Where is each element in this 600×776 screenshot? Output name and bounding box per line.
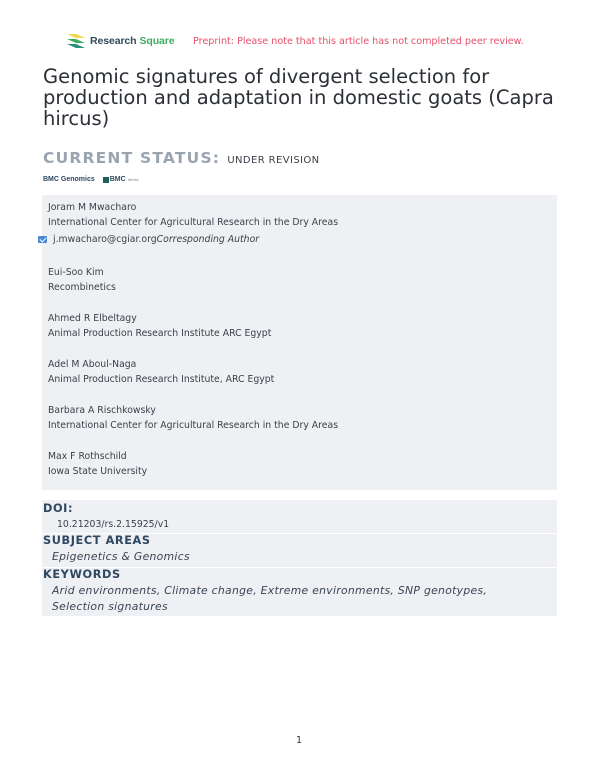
author-entry bbox=[48, 265, 116, 295]
author-name: Eui-Soo Kim bbox=[48, 267, 104, 278]
author-name: Joram M Mwacharo bbox=[48, 202, 137, 213]
article-title: Genomic signatures of divergent selection for production and adaptation in domestic goats (Capra hircus) bbox=[43, 65, 554, 130]
author-affiliation: International Center for Agricultural Research in the Dry Areas bbox=[48, 420, 339, 431]
author-affiliation: Animal Production Research Institute ARC Egypt bbox=[48, 328, 272, 339]
subject-areas-label: SUBJECT AREAS bbox=[43, 534, 151, 547]
logo-word-square: Square bbox=[139, 35, 175, 47]
author-entry bbox=[48, 403, 338, 433]
series-name: BMC bbox=[109, 176, 126, 183]
author-entry bbox=[48, 200, 338, 230]
status-label: CURRENT STATUS: bbox=[43, 149, 221, 167]
authors-panel bbox=[42, 195, 557, 490]
subject-areas-section bbox=[42, 534, 557, 567]
keywords-label: KEYWORDS bbox=[43, 568, 121, 581]
doi-label: DOI: bbox=[43, 502, 74, 515]
header bbox=[66, 33, 546, 53]
subject-areas-value: Epigenetics & Genomics bbox=[52, 550, 190, 563]
author-entry bbox=[48, 449, 147, 479]
author-name: Ahmed R Elbeltagy bbox=[48, 313, 137, 324]
page-number: 1 bbox=[296, 735, 303, 746]
author-affiliation: Iowa State University bbox=[48, 466, 148, 477]
doi-value[interactable]: 10.21203/rs.2.15925/v1 bbox=[57, 519, 170, 530]
preprint-notice: Preprint: Please note that this article has not completed peer review. bbox=[193, 36, 524, 47]
author-entry bbox=[48, 357, 274, 387]
journal-badge bbox=[43, 176, 138, 183]
logo-word-research: Research bbox=[90, 35, 137, 47]
current-status bbox=[43, 148, 320, 167]
journal-name: BMC Genomics bbox=[43, 176, 95, 183]
author-affiliation: Animal Production Research Institute, ARC Egypt bbox=[48, 374, 275, 385]
author-entry bbox=[48, 311, 271, 341]
status-value: UNDER REVISION bbox=[227, 155, 320, 166]
keywords-line-1: Arid environments, Climate change, Extreme environments, SNP genotypes, bbox=[52, 584, 488, 597]
doi-section bbox=[42, 500, 557, 533]
author-affiliation: International Center for Agricultural Research in the Dry Areas bbox=[48, 217, 339, 228]
author-name: Barbara A Rischkowsky bbox=[48, 405, 156, 416]
series-sub: Series bbox=[127, 177, 139, 182]
keywords-section bbox=[42, 568, 557, 616]
bmc-series-icon bbox=[103, 177, 109, 183]
research-square-logo[interactable] bbox=[66, 33, 174, 49]
research-square-logo-icon bbox=[66, 33, 86, 49]
author-name: Adel M Aboul-Naga bbox=[48, 359, 137, 370]
keywords-line-2: Selection signatures bbox=[52, 600, 168, 613]
corresponding-author-label: Corresponding Author bbox=[156, 234, 260, 245]
author-email[interactable]: j.mwacharo@cgiar.org bbox=[53, 234, 157, 245]
author-affiliation: Recombinetics bbox=[48, 282, 116, 293]
corresponding-email-row bbox=[38, 234, 259, 245]
author-name: Max F Rothschild bbox=[48, 451, 127, 462]
email-icon bbox=[38, 236, 47, 243]
